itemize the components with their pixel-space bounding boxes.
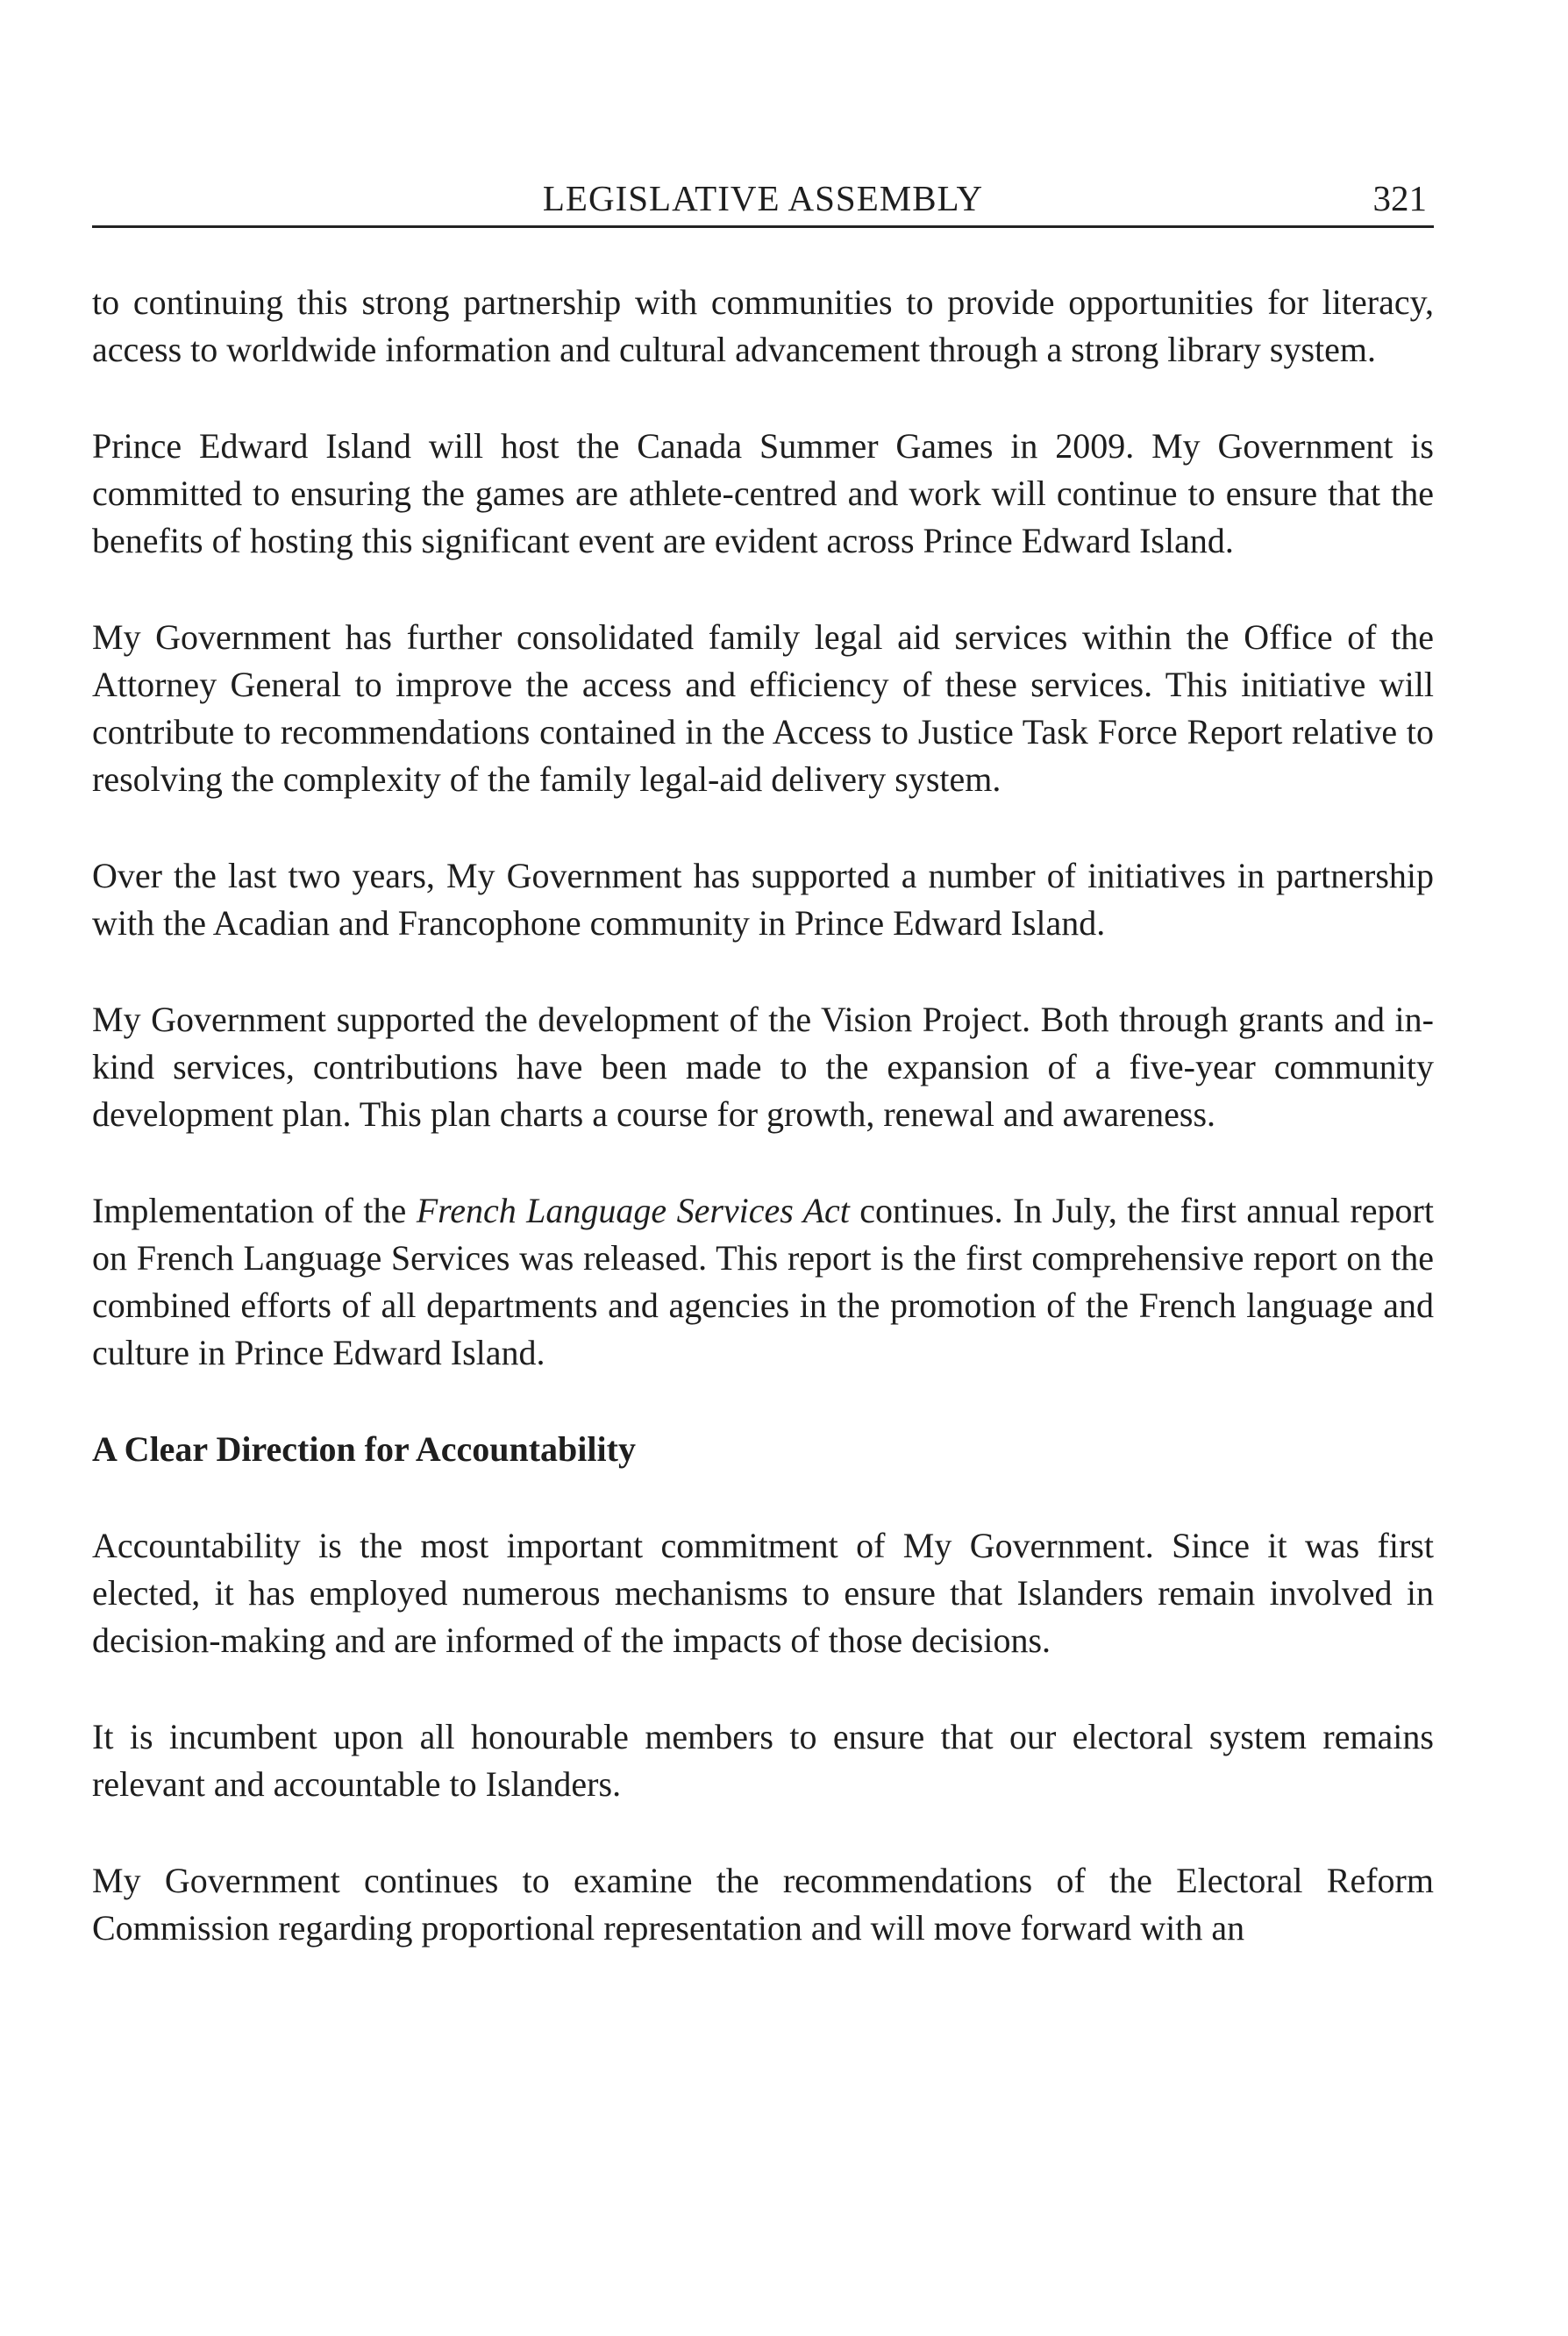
paragraph-vision-project: My Government supported the development of the Vision Project. Both through grants and in-kind services, contributions have been made to the expansion of a five-year community development plan. This plan charts a course for growth, renewal and awareness. [92,1000,1434,1134]
section-heading: A Clear Direction for Accountability [92,1429,636,1469]
french-act-title: French Language Services Act [416,1191,850,1230]
paragraph-french-language-act [92,1187,1434,1377]
body-text [92,279,1434,1952]
paragraph-library-partnership: to continuing this strong partnership with communities to provide opportunities for literacy, access to worldwide information and cultural advancement through a strong library system. [92,282,1434,369]
paragraph-accountability: Accountability is the most important commitment of My Government. Since it was first elected, it has employed numerous mechanisms to ensure that Islanders remain involved in decision-making and are informed of the impacts of those decisions. [92,1526,1434,1660]
french-act-lead-text: Implementation of the [92,1191,417,1230]
paragraph-acadian-initiatives: Over the last two years, My Government has supported a number of initiatives in partnership with the Acadian and Francophone community in Prince Edward Island. [92,856,1434,943]
running-header [92,171,1434,228]
running-title: LEGISLATIVE ASSEMBLY [542,178,984,218]
document-page [92,171,1434,2001]
paragraph-legal-aid: My Government has further consolidated family legal aid services within the Office of the Attorney General to improve the access and efficiency of these services. This initiative will contribute to recommendations contained in the Access to Justice Task Force Report relative to resolving the complexity of the family legal-aid delivery system. [92,617,1434,799]
paragraph-electoral-system: It is incumbent upon all honourable members to ensure that our electoral system remains relevant and accountable to Islanders. [92,1717,1434,1804]
page-number: 321 [1372,178,1427,218]
french-act-trailing-text: continues. In July, the first annual report on French Language Services was released. This report is the first comprehensive report on the combined efforts of all departments and agencies in the promotion of the French language and culture in Prince Edward Island. [92,1191,1434,1372]
paragraph-canada-games: Prince Edward Island will host the Canada Summer Games in 2009. My Government is committed to ensuring the games are athlete-centred and work will continue to ensure that the benefits of hosting this significant event are evident across Prince Edward Island. [92,426,1434,560]
paragraph-electoral-reform: My Government continues to examine the recommendations of the Electoral Reform Commission regarding proportional representation and will move forward with an [92,1861,1434,1948]
